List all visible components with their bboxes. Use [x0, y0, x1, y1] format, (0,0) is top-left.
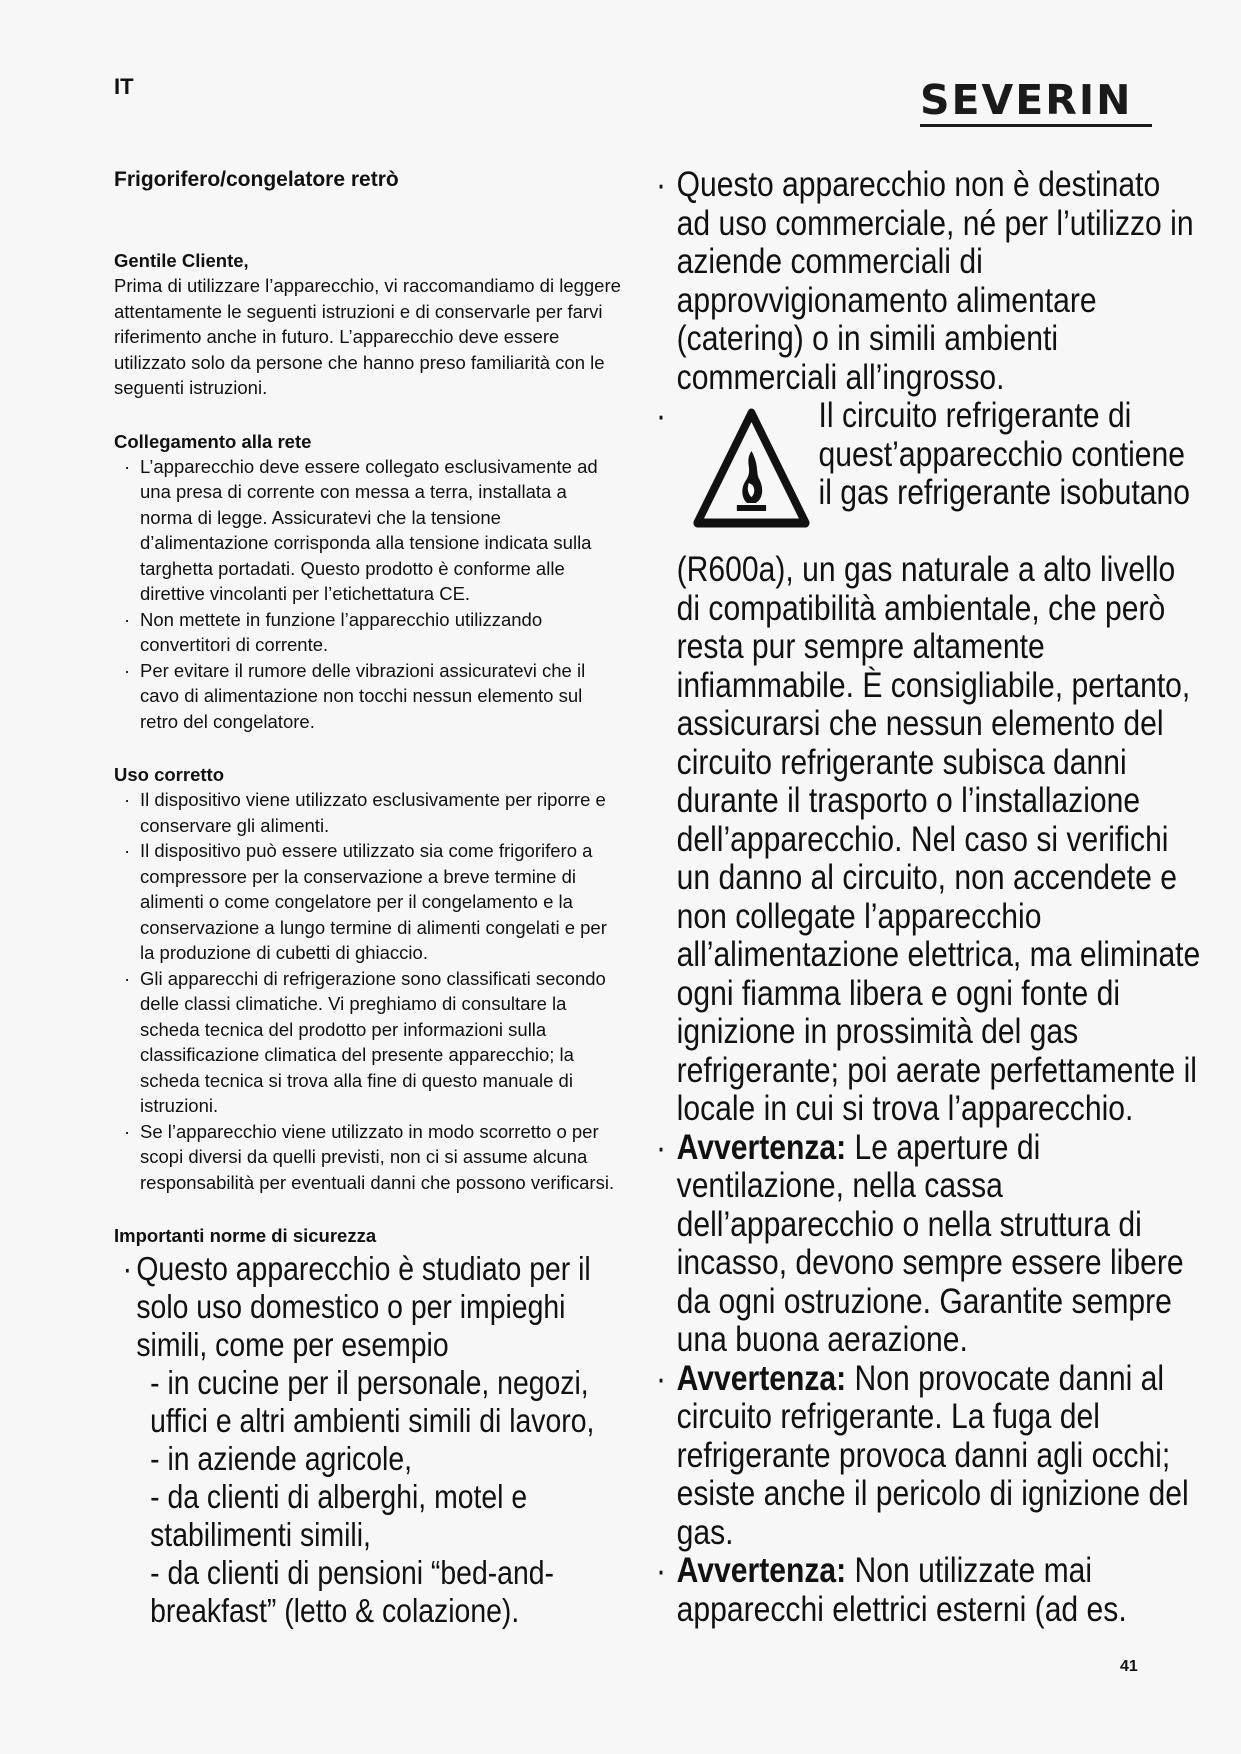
- bullet: ·: [656, 396, 667, 435]
- warning-label: Avvertenza:: [676, 1551, 847, 1590]
- list-item: · Gli apparecchi di refrigerazione sono classificati secondo delle classi climatiche. Vi preghiamo di consultare la scheda tecnica del prodotto per informazioni sulla classificazione climatica del presente apparecchio; la scheda tecnica si trova alla fine di questo manuale di istruzioni.: [114, 966, 624, 1119]
- list-item: · Se l’apparecchio viene utilizzato in modo scorretto o per scopi diversi da quelli previsti, non ci si assume alcuna responsabilità per eventuali danni che possono verificarsi.: [114, 1119, 624, 1196]
- sub-item: - da clienti di alberghi, motel e stabilimenti simili,: [150, 1478, 528, 1553]
- section-heading: Uso corretto: [114, 764, 224, 785]
- section-power: [114, 429, 624, 735]
- left-column: [114, 168, 624, 1630]
- sub-item: - in aziende agricole,: [150, 1440, 413, 1477]
- section-use: [114, 762, 624, 1195]
- brand-logo: [920, 78, 1152, 127]
- bullet-list: [114, 454, 624, 735]
- section-heading: Collegamento alla rete: [114, 430, 312, 452]
- warning-text: Le aperture di ventilazione, nella cassa dell’apparecchio o nella struttura di incasso, devono sempre essere libere da ogni ostruzione. Garantite sempre una buona aerazione.: [676, 1127, 1184, 1359]
- warning-text: Non provocate danni al circuito refrigerante. La fuga del refrigerante provoca danni agli occhi; esiste anche il pericolo di ignizione del gas.: [676, 1358, 1189, 1552]
- greeting: Gentile Cliente,: [114, 250, 249, 271]
- safety-intro: Questo apparecchio è studiato per il solo uso domestico o per impieghi simili, come per esempio: [136, 1250, 591, 1363]
- commercial-note: Questo apparecchio non è destinato ad uso commerciale, né per l’utilizzo in aziende commerciali di approvvigionamento alimentare (catering) o in simili ambienti commerciali all’ingrosso.: [676, 165, 1194, 397]
- section-safety: [114, 1223, 624, 1630]
- refrigerant-body: (R600a), un gas naturale a alto livello di compatibilità ambientale, che però resta pur sempre altamente infiammabile. È consigliabile, pertanto, assicurarsi che nessun elemento del circuito refrigerante subisca danni durante il trasporto o l’installazione dell’apparecchio. Nel caso si verifichi un danno al circuito, non accendete e non collegate l’apparecchio all’alimentazione elettrica, ma eliminate ogni fiamma libera e ogni fonte di ignizione in prossimità del gas refrigerante; poi aerate perfettamente il locale in cui si trova l’apparecchio.: [676, 550, 1201, 1128]
- list-item: [656, 1129, 1201, 1360]
- list-item: [114, 1250, 618, 1630]
- brand-underline: [920, 124, 1152, 127]
- list-item: · Il dispositivo può essere utilizzato sia come frigorifero a compressore per la conservazione a breve termine di alimenti o come congelatore per il congelamento e la conservazione a lungo termine di alimenti congelati e per la produzione di cubetti di ghiaccio.: [114, 838, 624, 966]
- refrigerant-head: Il circuito refrigerante di quest’apparecchio contiene il gas refrigerante isobutano: [818, 396, 1191, 512]
- list-item: [656, 397, 1201, 1129]
- page-number: 41: [1120, 1658, 1138, 1675]
- bullet: ·: [656, 165, 667, 204]
- list-item: · Il dispositivo viene utilizzato esclusivamente per riporre e conservare gli alimenti.: [114, 787, 624, 838]
- right-column: [656, 165, 1201, 1629]
- list-item: [656, 166, 1201, 397]
- safety-list: [114, 1250, 624, 1630]
- flammable-warning-icon: [692, 407, 811, 531]
- list-item: · L’apparecchio deve essere collegato esclusivamente ad una presa di corrente con messa a terra, installata a norma di legge. Assicuratevi che la tensione d’alimentazione corrisponda alla tensione indicata sulla targhetta portadati. Questo prodotto è conforme alle direttive vincolanti per l’etichettatura CE.: [114, 454, 624, 607]
- bullet: ·: [656, 1127, 667, 1167]
- bullet-list: [114, 787, 624, 1195]
- brand-name: SEVERIN: [920, 76, 1133, 124]
- warning-text: Non utilizzate mai apparecchi elettrici esterni (ad es.: [676, 1551, 1127, 1629]
- bullet: ·: [656, 1551, 667, 1590]
- warning-label: Avvertenza:: [676, 1358, 847, 1398]
- warning-label: Avvertenza:: [676, 1127, 847, 1167]
- list-item: · Non mettete in funzione l’apparecchio utilizzando convertitori di corrente.: [114, 607, 624, 658]
- language-code: IT: [114, 74, 134, 99]
- list-item: [656, 1552, 1201, 1629]
- flammable-warning-row: [677, 397, 1202, 551]
- sub-item: - da clienti di pensioni “bed-and-breakfast” (letto & colazione).: [150, 1554, 554, 1629]
- intro-paragraph: Prima di utilizzare l’apparecchio, vi raccomandiamo di leggere attentamente le seguenti istruzioni e di conservarle per farvi riferimento anche in futuro. L’apparecchio deve essere utilizzato solo da persone che hanno preso familiarità con le seguenti istruzioni.: [114, 275, 621, 398]
- greeting-block: [114, 248, 624, 401]
- list-item: · Per evitare il rumore delle vibrazioni assicuratevi che il cavo di alimentazione non tocchi nessun elemento sul retro del congelatore.: [114, 658, 624, 735]
- document-title: Frigorifero/congelatore retrò: [114, 168, 399, 191]
- list-item: [656, 1360, 1201, 1553]
- bullet: ·: [656, 1358, 667, 1398]
- section-heading: Importanti norme di sicurezza: [114, 1225, 377, 1246]
- sub-item: - in cucine per il personale, negozi, uffici e altri ambienti simili di lavoro,: [150, 1364, 595, 1439]
